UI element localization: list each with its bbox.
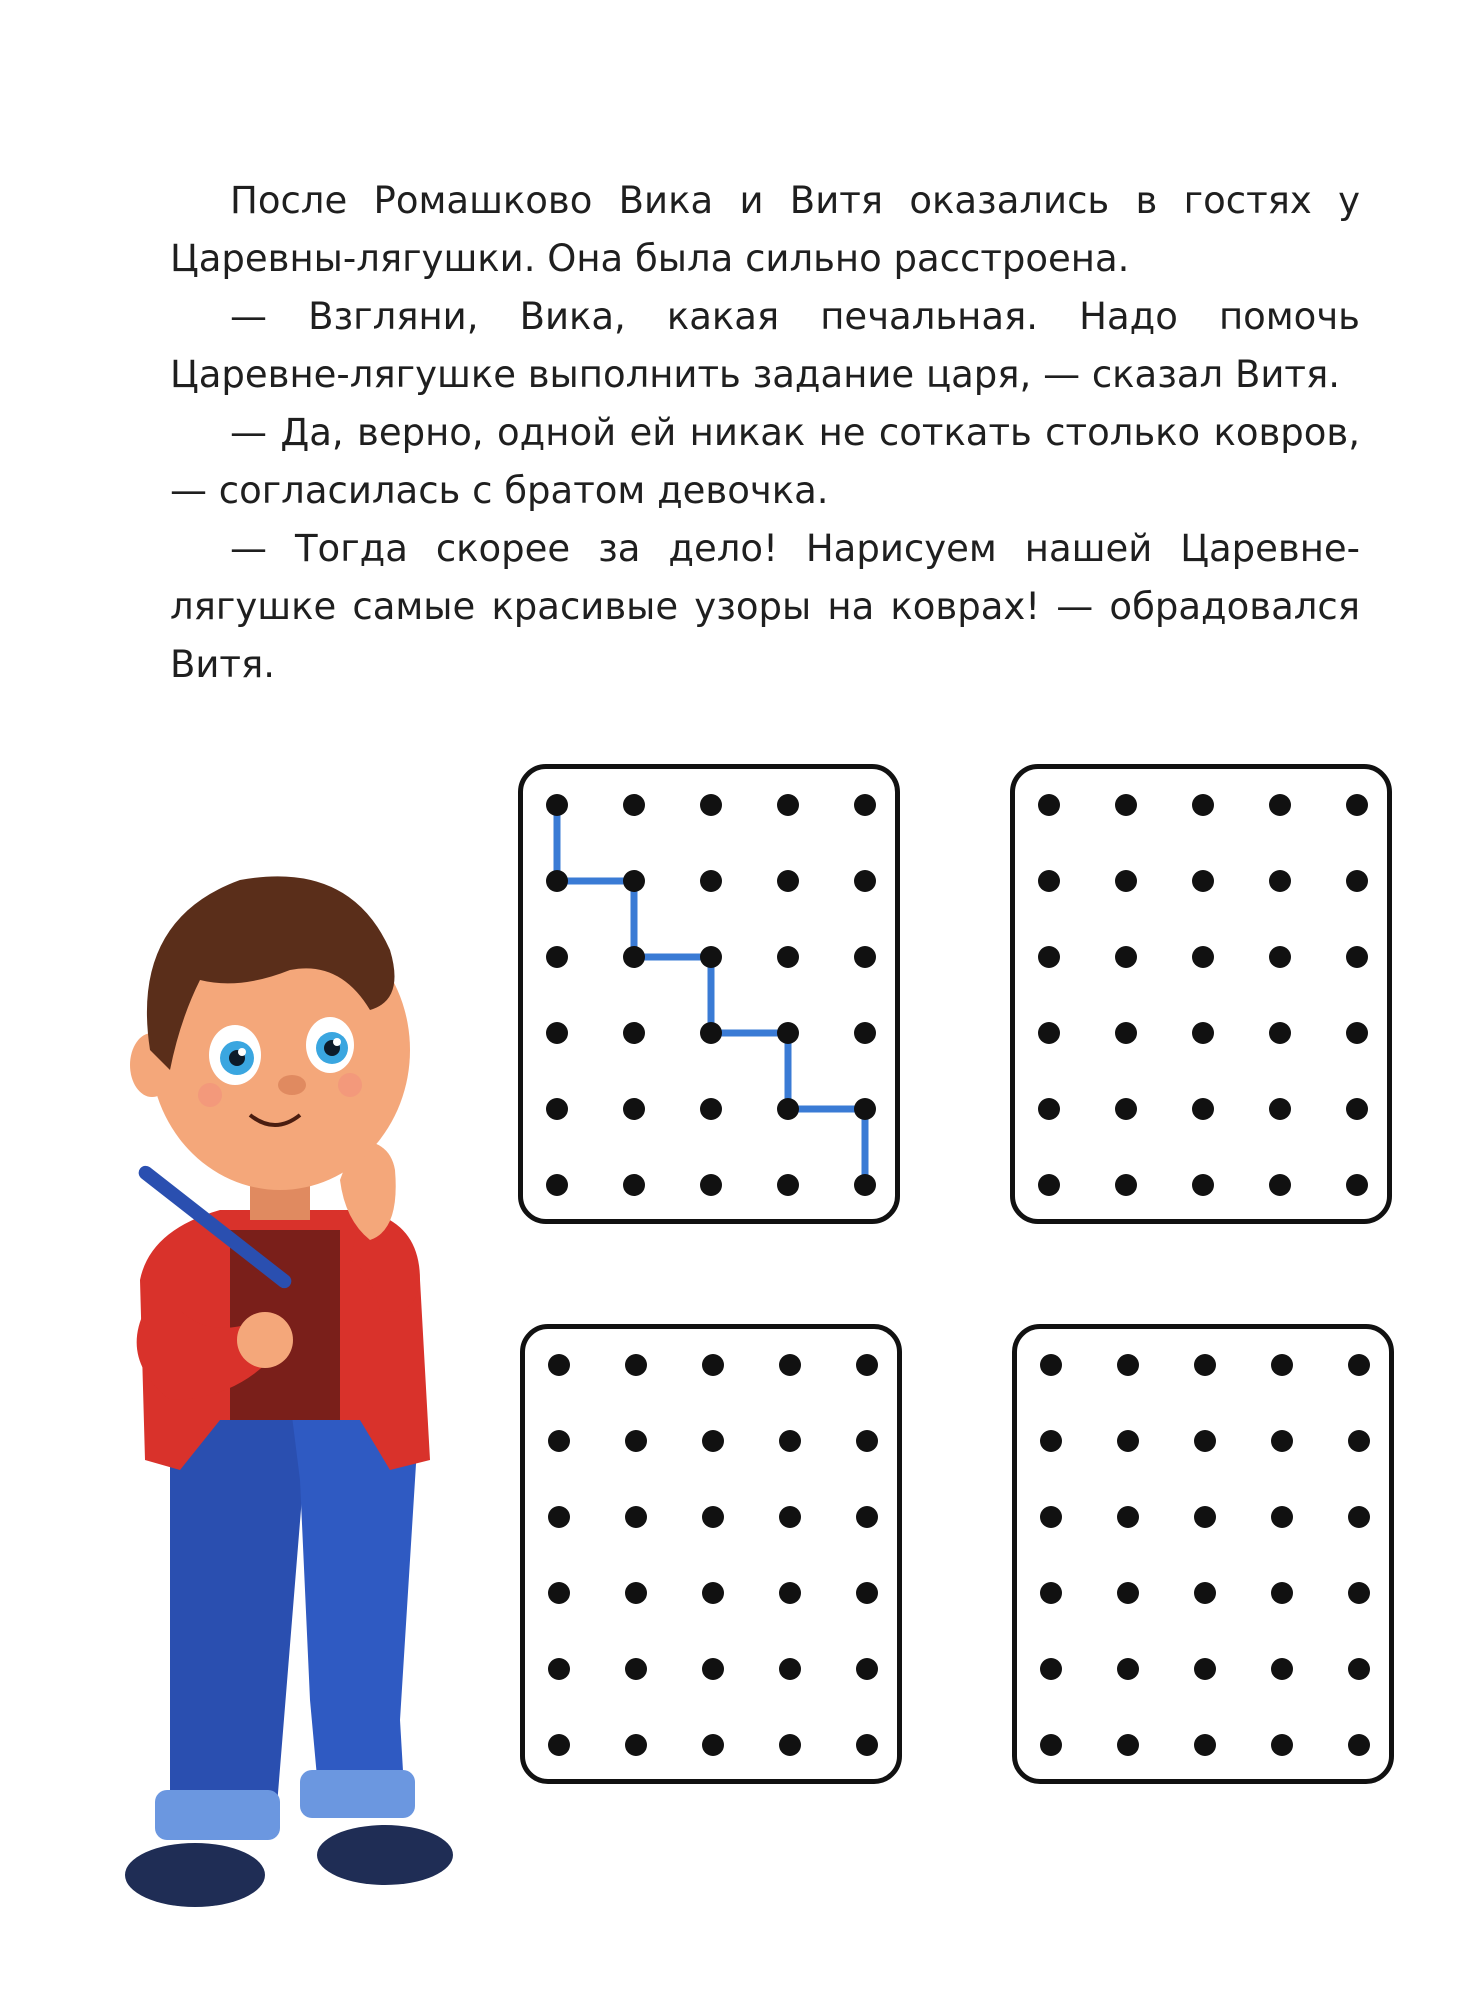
grid-dot[interactable]: [779, 1354, 801, 1376]
grid-dot[interactable]: [1271, 1354, 1293, 1376]
grid-dot[interactable]: [1269, 794, 1291, 816]
grid-dot[interactable]: [777, 946, 799, 968]
grid-dot[interactable]: [1115, 946, 1137, 968]
boy-with-pencil-icon: [60, 840, 500, 1920]
grid-dot[interactable]: [1040, 1430, 1062, 1452]
grid-dot[interactable]: [1038, 870, 1060, 892]
grid-dot[interactable]: [1194, 1354, 1216, 1376]
grid-dot[interactable]: [1040, 1658, 1062, 1680]
grid-dot[interactable]: [1117, 1658, 1139, 1680]
grid-dot[interactable]: [777, 870, 799, 892]
grid-dot[interactable]: [1269, 1174, 1291, 1196]
grid-dot[interactable]: [1346, 1022, 1368, 1044]
grid-dot[interactable]: [548, 1430, 570, 1452]
grid-dot[interactable]: [854, 1098, 876, 1120]
dot-grid-example[interactable]: [523, 769, 895, 1219]
grid-dot[interactable]: [854, 1174, 876, 1196]
grid-dot[interactable]: [1269, 870, 1291, 892]
grid-dot[interactable]: [700, 1098, 722, 1120]
grid-dot[interactable]: [548, 1658, 570, 1680]
grid-dot[interactable]: [702, 1506, 724, 1528]
grid-dot[interactable]: [777, 1098, 799, 1120]
grid-dot[interactable]: [702, 1354, 724, 1376]
grid-dot[interactable]: [1269, 1022, 1291, 1044]
grid-dot[interactable]: [1271, 1430, 1293, 1452]
grid-dot[interactable]: [1271, 1658, 1293, 1680]
grid-dot[interactable]: [1348, 1734, 1370, 1756]
grid-dot[interactable]: [1348, 1354, 1370, 1376]
example-pattern-line: [557, 805, 865, 1185]
grid-dot[interactable]: [546, 870, 568, 892]
grid-dot[interactable]: [856, 1658, 878, 1680]
grid-dot[interactable]: [779, 1430, 801, 1452]
grid-dot[interactable]: [1346, 794, 1368, 816]
grid-dot[interactable]: [1194, 1734, 1216, 1756]
grid-dot[interactable]: [777, 794, 799, 816]
dot-grid-3[interactable]: [525, 1329, 897, 1779]
grid-dot[interactable]: [1117, 1734, 1139, 1756]
grid-dot[interactable]: [546, 1174, 568, 1196]
grid-dot[interactable]: [779, 1734, 801, 1756]
grid-dot[interactable]: [1348, 1582, 1370, 1604]
grid-dot[interactable]: [854, 870, 876, 892]
dot-grid-card-4[interactable]: [1012, 1324, 1394, 1784]
grid-dot[interactable]: [546, 946, 568, 968]
grid-dot[interactable]: [854, 1022, 876, 1044]
grid-dot[interactable]: [1271, 1734, 1293, 1756]
grid-dot[interactable]: [1271, 1506, 1293, 1528]
grid-dot[interactable]: [623, 870, 645, 892]
grid-dot[interactable]: [1192, 1098, 1214, 1120]
grid-dot[interactable]: [546, 794, 568, 816]
grid-dot[interactable]: [777, 1174, 799, 1196]
dot-grid-example-card[interactable]: [518, 764, 900, 1224]
grid-dot[interactable]: [1194, 1582, 1216, 1604]
grid-dot[interactable]: [1346, 1174, 1368, 1196]
grid-dot[interactable]: [702, 1658, 724, 1680]
grid-dot[interactable]: [546, 1098, 568, 1120]
grid-dot[interactable]: [854, 946, 876, 968]
grid-dot[interactable]: [625, 1506, 647, 1528]
grid-dot[interactable]: [1192, 1174, 1214, 1196]
grid-dot[interactable]: [702, 1582, 724, 1604]
grid-dot[interactable]: [1346, 946, 1368, 968]
dot-grid-card-2[interactable]: [1010, 764, 1392, 1224]
grid-dot[interactable]: [1192, 946, 1214, 968]
grid-dot[interactable]: [1117, 1506, 1139, 1528]
grid-dot[interactable]: [1346, 1098, 1368, 1120]
grid-dot[interactable]: [1194, 1430, 1216, 1452]
grid-dot[interactable]: [1117, 1430, 1139, 1452]
grid-dot[interactable]: [625, 1430, 647, 1452]
grid-dot[interactable]: [779, 1582, 801, 1604]
grid-dot[interactable]: [1038, 1098, 1060, 1120]
grid-dot[interactable]: [1115, 1098, 1137, 1120]
story-paragraph-3: — Да, верно, одной ей никак не соткать столько ковров, — согласилась с братом девочка.: [170, 411, 1360, 512]
grid-dot[interactable]: [625, 1658, 647, 1680]
grid-dot[interactable]: [854, 794, 876, 816]
grid-dot[interactable]: [1117, 1354, 1139, 1376]
grid-dot[interactable]: [779, 1506, 801, 1528]
grid-dot[interactable]: [623, 1022, 645, 1044]
grid-dot[interactable]: [1040, 1582, 1062, 1604]
grid-dot[interactable]: [1115, 1022, 1137, 1044]
grid-dot[interactable]: [1348, 1430, 1370, 1452]
grid-dot[interactable]: [702, 1430, 724, 1452]
story-text: [170, 172, 1360, 694]
grid-dot[interactable]: [625, 1734, 647, 1756]
dot-grid-card-3[interactable]: [520, 1324, 902, 1784]
grid-dot[interactable]: [856, 1734, 878, 1756]
grid-dot[interactable]: [546, 1022, 568, 1044]
grid-dot[interactable]: [779, 1658, 801, 1680]
story-paragraph-4: — Тогда скорее за дело! Нарисуем нашей Царевне-лягушке самые красивые узоры на коврах! — обрадовался Витя.: [170, 527, 1360, 686]
grid-dot[interactable]: [548, 1734, 570, 1756]
grid-dot[interactable]: [1115, 1174, 1137, 1196]
grid-dot[interactable]: [1346, 870, 1368, 892]
grid-dot[interactable]: [700, 794, 722, 816]
grid-dot[interactable]: [625, 1354, 647, 1376]
grid-dot[interactable]: [1194, 1658, 1216, 1680]
grid-dot[interactable]: [1194, 1506, 1216, 1528]
grid-dot[interactable]: [1269, 946, 1291, 968]
grid-dot[interactable]: [856, 1354, 878, 1376]
grid-dot[interactable]: [1271, 1582, 1293, 1604]
grid-dot[interactable]: [856, 1582, 878, 1604]
grid-dot[interactable]: [1038, 946, 1060, 968]
grid-dot[interactable]: [1348, 1506, 1370, 1528]
grid-dot[interactable]: [623, 794, 645, 816]
grid-dot[interactable]: [1348, 1658, 1370, 1680]
grid-dot[interactable]: [1117, 1582, 1139, 1604]
grid-dot[interactable]: [623, 946, 645, 968]
grid-dot[interactable]: [700, 946, 722, 968]
grid-dot[interactable]: [1115, 794, 1137, 816]
grid-dot[interactable]: [856, 1430, 878, 1452]
story-paragraph-1: После Ромашково Вика и Витя оказались в гостях у Царевны-лягушки. Она была сильно расстроена.: [170, 179, 1360, 280]
grid-dot[interactable]: [700, 870, 722, 892]
grid-dot[interactable]: [1115, 870, 1137, 892]
dot-grid-2[interactable]: [1015, 769, 1387, 1219]
grid-dot[interactable]: [700, 1022, 722, 1044]
grid-dot[interactable]: [856, 1506, 878, 1528]
grid-dot[interactable]: [623, 1174, 645, 1196]
grid-dot[interactable]: [1269, 1098, 1291, 1120]
grid-dot[interactable]: [702, 1734, 724, 1756]
grid-dot[interactable]: [1192, 870, 1214, 892]
story-paragraph-2: — Взгляни, Вика, какая печальная. Надо помочь Царевне-лягушке выполнить задание царя, — сказал Витя.: [170, 295, 1360, 396]
grid-dot[interactable]: [1040, 1354, 1062, 1376]
grid-dot[interactable]: [548, 1506, 570, 1528]
grid-dot[interactable]: [1040, 1506, 1062, 1528]
grid-dot[interactable]: [1192, 1022, 1214, 1044]
grid-dot[interactable]: [548, 1582, 570, 1604]
grid-dot[interactable]: [777, 1022, 799, 1044]
grid-dot[interactable]: [1040, 1734, 1062, 1756]
dot-grid-4[interactable]: [1017, 1329, 1389, 1779]
grid-dot[interactable]: [700, 1174, 722, 1196]
grid-dot[interactable]: [548, 1354, 570, 1376]
grid-dot[interactable]: [1192, 794, 1214, 816]
grid-dot[interactable]: [625, 1582, 647, 1604]
grid-dot[interactable]: [1038, 794, 1060, 816]
grid-dot[interactable]: [623, 1098, 645, 1120]
grid-dot[interactable]: [1038, 1022, 1060, 1044]
grid-dot[interactable]: [1038, 1174, 1060, 1196]
